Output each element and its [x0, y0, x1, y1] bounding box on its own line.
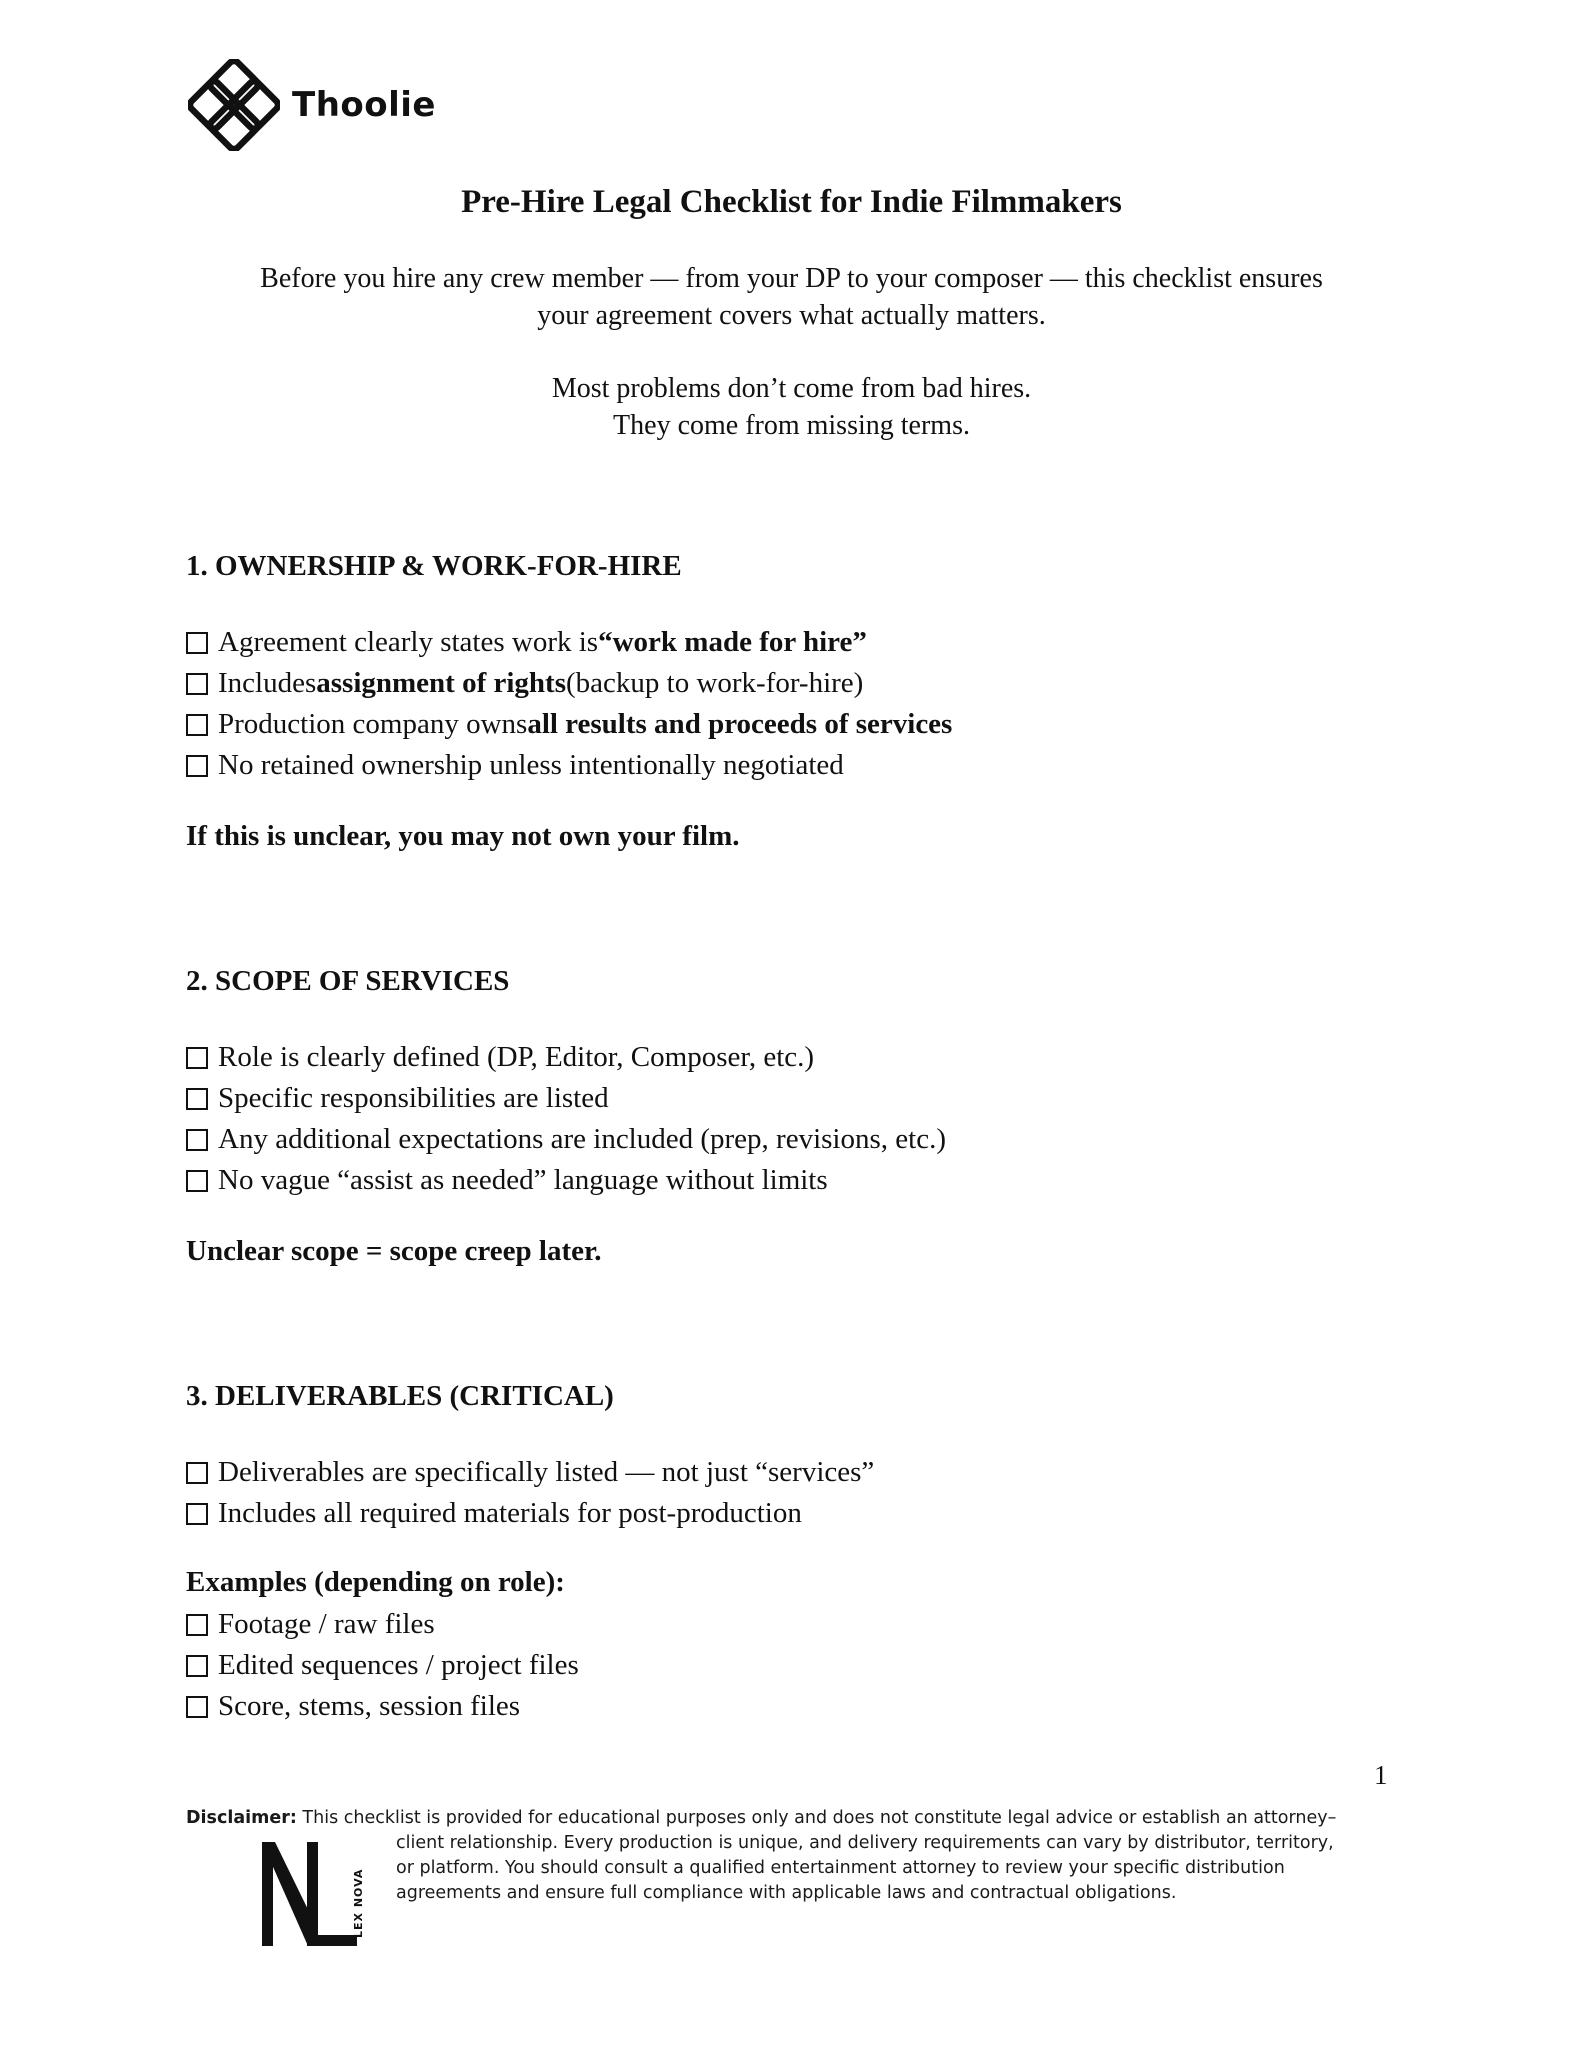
intro-paragraph [160, 260, 1423, 334]
section-heading: 3. DELIVERABLES (CRITICAL) [186, 1380, 614, 1412]
checkbox[interactable] [186, 1655, 208, 1677]
checklist-item[interactable]: Score, stems, session files [186, 1686, 1386, 1727]
page-title: Pre-Hire Legal Checklist for Indie Filmmakers [461, 184, 1122, 220]
section-ownership [186, 548, 1386, 854]
examples-heading: Examples (depending on role): [186, 1566, 565, 1598]
checkbox[interactable] [186, 1170, 208, 1192]
checkbox[interactable] [186, 632, 208, 654]
checkbox[interactable] [186, 1129, 208, 1151]
intro-line: your agreement covers what actually matters. [537, 300, 1046, 331]
checkbox[interactable] [186, 1696, 208, 1718]
interlocking-squares-logo-icon [188, 59, 280, 151]
checklist [186, 622, 1386, 786]
disclaimer-line: client relationship. Every production is unique, and delivery requirements can vary by distributor, territory, [396, 1833, 1334, 1853]
checklist [186, 1037, 1386, 1201]
lex-nova-wordmark: LEX NOVA [352, 1868, 365, 1938]
checkbox[interactable] [186, 714, 208, 736]
checklist-item[interactable]: Edited sequences / project files [186, 1645, 1386, 1686]
disclaimer-line: agreements and ensure full compliance with applicable laws and contractual obligations. [396, 1883, 1177, 1903]
checkbox[interactable] [186, 1462, 208, 1484]
checklist-item[interactable]: Agreement clearly states work is “work made for hire” [186, 622, 1386, 663]
brand-header [188, 60, 436, 150]
checklist [186, 1452, 1386, 1534]
checkbox[interactable] [186, 1614, 208, 1636]
tagline [0, 370, 1583, 444]
checklist-item[interactable]: Deliverables are specifically listed — not just “services” [186, 1452, 1386, 1493]
checklist-item[interactable]: Footage / raw files [186, 1604, 1386, 1645]
checkbox[interactable] [186, 1088, 208, 1110]
nl-monogram-logo-icon [258, 1838, 366, 1950]
checklist-item[interactable]: No vague “assist as needed” language without limits [186, 1160, 1386, 1201]
section-deliverables [186, 1378, 1386, 1727]
checklist-item[interactable]: Specific responsibilities are listed [186, 1078, 1386, 1119]
section-note: If this is unclear, you may not own your film. [186, 820, 740, 852]
checklist-item[interactable]: No retained ownership unless intentionally negotiated [186, 745, 1386, 786]
section-note: Unclear scope = scope creep later. [186, 1235, 602, 1267]
examples-checklist [186, 1604, 1386, 1727]
disclaimer-line: or platform. You should consult a qualified entertainment attorney to review your specific distribution [396, 1858, 1285, 1878]
checklist-item[interactable]: Includes assignment of rights (backup to work-for-hire) [186, 663, 1386, 704]
checklist-item[interactable]: Production company owns all results and proceeds of services [186, 704, 1386, 745]
section-heading: 1. OWNERSHIP & WORK-FOR-HIRE [186, 550, 682, 582]
checkbox[interactable] [186, 1047, 208, 1069]
intro-line: Before you hire any crew member — from your DP to your composer — this checklist ensures [260, 263, 1323, 294]
checkbox[interactable] [186, 755, 208, 777]
checklist-item[interactable]: Any additional expectations are included (prep, revisions, etc.) [186, 1119, 1386, 1160]
checkbox[interactable] [186, 1503, 208, 1525]
section-heading: 2. SCOPE OF SERVICES [186, 965, 510, 997]
brand-name: Thoolie [292, 85, 436, 125]
checklist-item[interactable]: Role is clearly defined (DP, Editor, Composer, etc.) [186, 1037, 1386, 1078]
disclaimer-line: Disclaimer: This checklist is provided for educational purposes only and does not constitute legal advice or establish an attorney– [186, 1808, 1337, 1828]
disclaimer-label: Disclaimer: [186, 1808, 297, 1828]
checkbox[interactable] [186, 673, 208, 695]
page-number: 1 [1374, 1760, 1388, 1790]
tagline-line: Most problems don’t come from bad hires. [551, 373, 1032, 404]
checklist-item[interactable]: Includes all required materials for post-production [186, 1493, 1386, 1534]
tagline-line: They come from missing terms. [613, 410, 970, 441]
section-scope [186, 963, 1386, 1269]
